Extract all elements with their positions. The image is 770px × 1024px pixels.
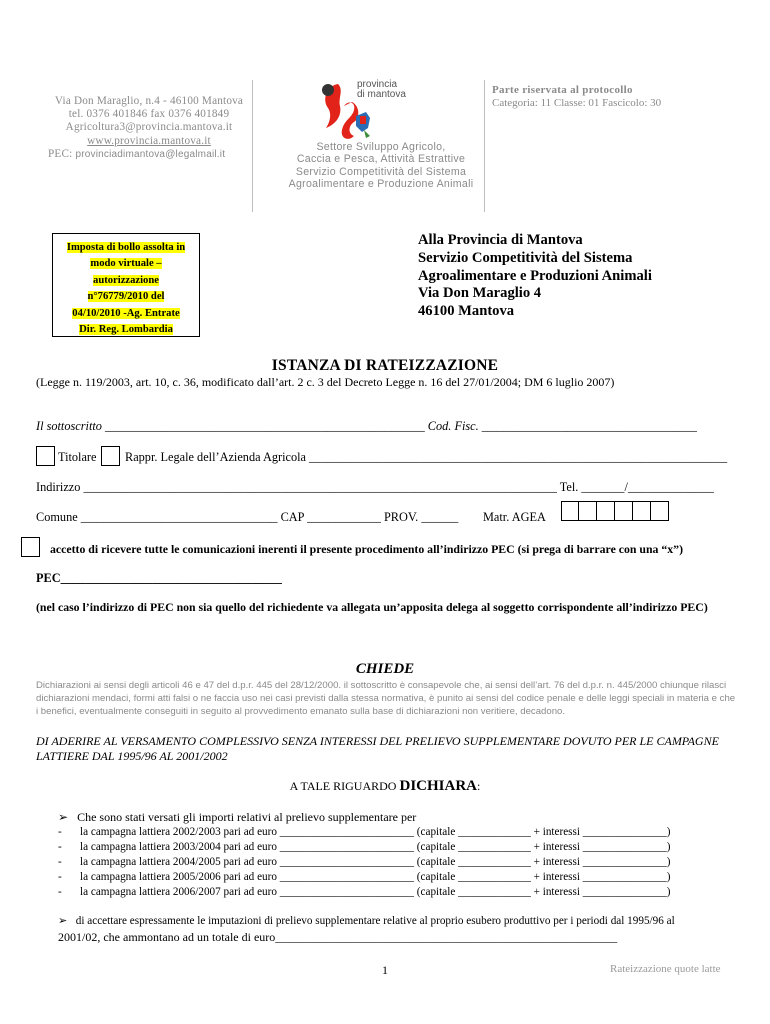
document-subtitle: (Legge n. 119/2003, art. 10, c. 36, modificato dall’art. 2 c. 3 del Decreto Legge n. 16 del 27/01/2004; DM 6 luglio 2007) bbox=[36, 375, 615, 389]
settore-line: Caccia e Pesca, Attività Estrattive bbox=[296, 153, 466, 166]
addressee-line: Alla Provincia di Mantova bbox=[418, 232, 583, 248]
bullet-accettare-text: di accettare espressamente le imputazioni di prelievo supplementare relative al proprio esubero produttivo per i periodi dal 1995/96 al bbox=[75, 915, 675, 927]
header-contact-block bbox=[44, 95, 254, 161]
bollo-line: modo virtuale – bbox=[90, 258, 162, 270]
bollo-line: Dir. Reg. Lombardia bbox=[79, 324, 173, 336]
bollo-line: 04/10/2010 -Ag. Entrate bbox=[72, 307, 180, 319]
titolare-label: Titolare bbox=[58, 450, 97, 464]
document-title: ISTANZA DI RATEIZZAZIONE bbox=[271, 357, 499, 374]
aderire-text: DI ADERIRE AL VERSAMENTO COMPLESSIVO SENZA INTERESSI DEL PRELIEVO SUPPLEMENTARE DOVUTO PER LE CAMPAGNE LATTIERE DAL 1995/96 AL 2001/2002 bbox=[36, 734, 719, 763]
tale-riguardo-text: A TALE RIGUARDO bbox=[289, 779, 400, 793]
logo-text bbox=[357, 80, 406, 100]
pec-field[interactable]: PEC____________________________________ bbox=[36, 571, 282, 585]
bollo-line: n°76779/2010 del bbox=[87, 291, 165, 303]
header-pec-email: provinciadimantova@legalmail.it bbox=[75, 148, 226, 160]
settore-line: Agroalimentare e Produzione Animali bbox=[288, 178, 474, 191]
campaign-text: la campagna lattiera 2006/2007 pari ad euro ________________________ (capitale _____________ + interessi _______________) bbox=[80, 886, 671, 898]
addressee-line: Via Don Maraglio 4 bbox=[418, 285, 542, 302]
rappr-legale-checkbox[interactable] bbox=[101, 446, 120, 466]
accettare-total-field[interactable]: 2001/02, che ammontano ad un totale di euro_________________________________________________________ bbox=[58, 930, 618, 944]
addressee-line: 46100 Mantova bbox=[418, 303, 515, 320]
dash-icon: - bbox=[58, 841, 62, 853]
dichiara-text: DICHIARA bbox=[399, 778, 477, 794]
header-email: Agricoltura3@provincia.mantova.it bbox=[65, 121, 233, 134]
addressee-line: Agroalimentare e Produzioni Animali bbox=[418, 267, 652, 284]
header-phone-fax: tel. 0376 401846 fax 0376 401849 bbox=[68, 108, 230, 121]
header-pec bbox=[44, 148, 254, 161]
addressee-line: Servizio Competitività del Sistema bbox=[418, 249, 633, 266]
matr-agea-box[interactable] bbox=[579, 501, 597, 521]
addressee-block bbox=[418, 232, 652, 321]
campaign-row[interactable] bbox=[58, 826, 670, 838]
campaign-row[interactable] bbox=[58, 856, 670, 868]
matr-agea-boxes[interactable] bbox=[561, 501, 669, 521]
campaign-row[interactable] bbox=[58, 871, 670, 883]
tale-riguardo-heading bbox=[0, 778, 770, 795]
campaign-text: la campagna lattiera 2004/2005 pari ad euro ________________________ (capitale _____________ + interessi _______________) bbox=[80, 856, 671, 868]
header-settore-block bbox=[262, 141, 500, 191]
header-address: Via Don Maraglio, n.4 - 46100 Mantova bbox=[54, 95, 244, 107]
dash-icon: - bbox=[58, 886, 62, 898]
logo-text-line1: provincia bbox=[357, 79, 398, 90]
bullet-item-accettare bbox=[58, 914, 675, 927]
campaign-row[interactable] bbox=[58, 841, 670, 853]
rappr-legale-field[interactable]: Rappr. Legale dell’Azienda Agricola ____________________________________________________________________ bbox=[125, 450, 728, 464]
dash-icon: - bbox=[58, 871, 62, 883]
pec-note: (nel caso l’indirizzo di PEC non sia quello del richiedente va allegata un’apposita delega al soggetto corrispondente all’indirizzo PEC) bbox=[36, 600, 708, 614]
campaign-row[interactable] bbox=[58, 886, 670, 898]
indirizzo-field[interactable]: Indirizzo _____________________________________________________________________________ Tel. _______/______________ bbox=[36, 480, 714, 494]
matr-agea-box[interactable] bbox=[597, 501, 615, 521]
dash-icon: - bbox=[58, 826, 62, 838]
comune-field[interactable]: Comune ________________________________ CAP ____________ PROV. ______ bbox=[36, 510, 459, 524]
footer-label: Rateizzazione quote latte bbox=[610, 963, 721, 975]
page-number: 1 bbox=[382, 963, 388, 977]
chiede-heading: CHIEDE bbox=[355, 661, 415, 677]
titolare-checkbox[interactable] bbox=[36, 446, 55, 466]
bollo-line: Imposta di bollo assolta in bbox=[66, 242, 186, 253]
header-website-link[interactable]: www.provincia.mantova.it bbox=[87, 134, 211, 147]
matr-agea-box[interactable] bbox=[561, 501, 579, 521]
campaign-text: la campagna lattiera 2002/2003 pari ad euro ________________________ (capitale _____________ + interessi _______________) bbox=[80, 826, 671, 838]
arrow-bullet-icon: ➢ bbox=[58, 810, 69, 824]
settore-line: Servizio Competitività del Sistema bbox=[295, 165, 467, 178]
logo-text-line2: di mantova bbox=[357, 89, 406, 100]
header-pec-label: PEC: bbox=[48, 147, 73, 160]
declaration-text: Dichiarazioni ai sensi degli articoli 46 e 47 del d.p.r. 445 del 28/12/2000. il sottoscritto è consapevole che, ai sensi dell’art. 76 del d.p.r. n. 445/2000 chiunque rilasci dichiarazioni mendaci, formi atti falsi o ne faccia uso nei casi previsti dalla stessa normativa, è punito ai sensi del codice penale e delle leggi speciali in materia e che i benefici, eventualmente conseguiti in seguito al provvedimento emanato sulla base di dichiarazioni non veritiere, decadono. bbox=[36, 680, 736, 717]
bullet-versati-text: Che sono stati versati gli importi relativi al prelievo supplementare per bbox=[77, 810, 417, 824]
matr-agea-box[interactable] bbox=[633, 501, 651, 521]
header-protocol-block bbox=[492, 84, 661, 110]
matr-agea-label: Matr. AGEA bbox=[483, 510, 546, 524]
bullet-item-versati bbox=[58, 810, 416, 825]
bollo-line: autorizzazione bbox=[93, 274, 159, 286]
campaign-text: la campagna lattiera 2003/2004 pari ad euro ________________________ (capitale _____________ + interessi _______________) bbox=[80, 841, 671, 853]
sottoscritto-text: Il sottoscritto ____________________________________________________ Cod. Fisc. ___________________________________ bbox=[36, 419, 697, 433]
settore-line: Settore Sviluppo Agricolo, bbox=[316, 141, 446, 153]
campaign-text: la campagna lattiera 2005/2006 pari ad euro ________________________ (capitale _____________ + interessi _______________) bbox=[80, 871, 671, 883]
protocol-title: Parte riservata al protocollo bbox=[492, 84, 633, 96]
dash-icon: - bbox=[58, 856, 62, 868]
matr-agea-box[interactable] bbox=[615, 501, 633, 521]
accetto-pec-checkbox[interactable] bbox=[21, 537, 40, 557]
header-divider-left bbox=[252, 80, 253, 212]
dichiara-colon: : bbox=[477, 779, 481, 793]
protocol-info: Categoria: 11 Classe: 01 Fascicolo: 30 bbox=[492, 97, 662, 109]
accetto-pec-label: accetto di ricevere tutte le comunicazioni inerenti il presente procedimento all’indirizzo PEC (si prega di barrare con una “x”) bbox=[50, 542, 683, 556]
matr-agea-box[interactable] bbox=[651, 501, 669, 521]
bollo-box bbox=[52, 233, 200, 337]
arrow-bullet-icon: ➢ bbox=[58, 915, 68, 927]
sottoscritto-field[interactable] bbox=[36, 419, 697, 434]
